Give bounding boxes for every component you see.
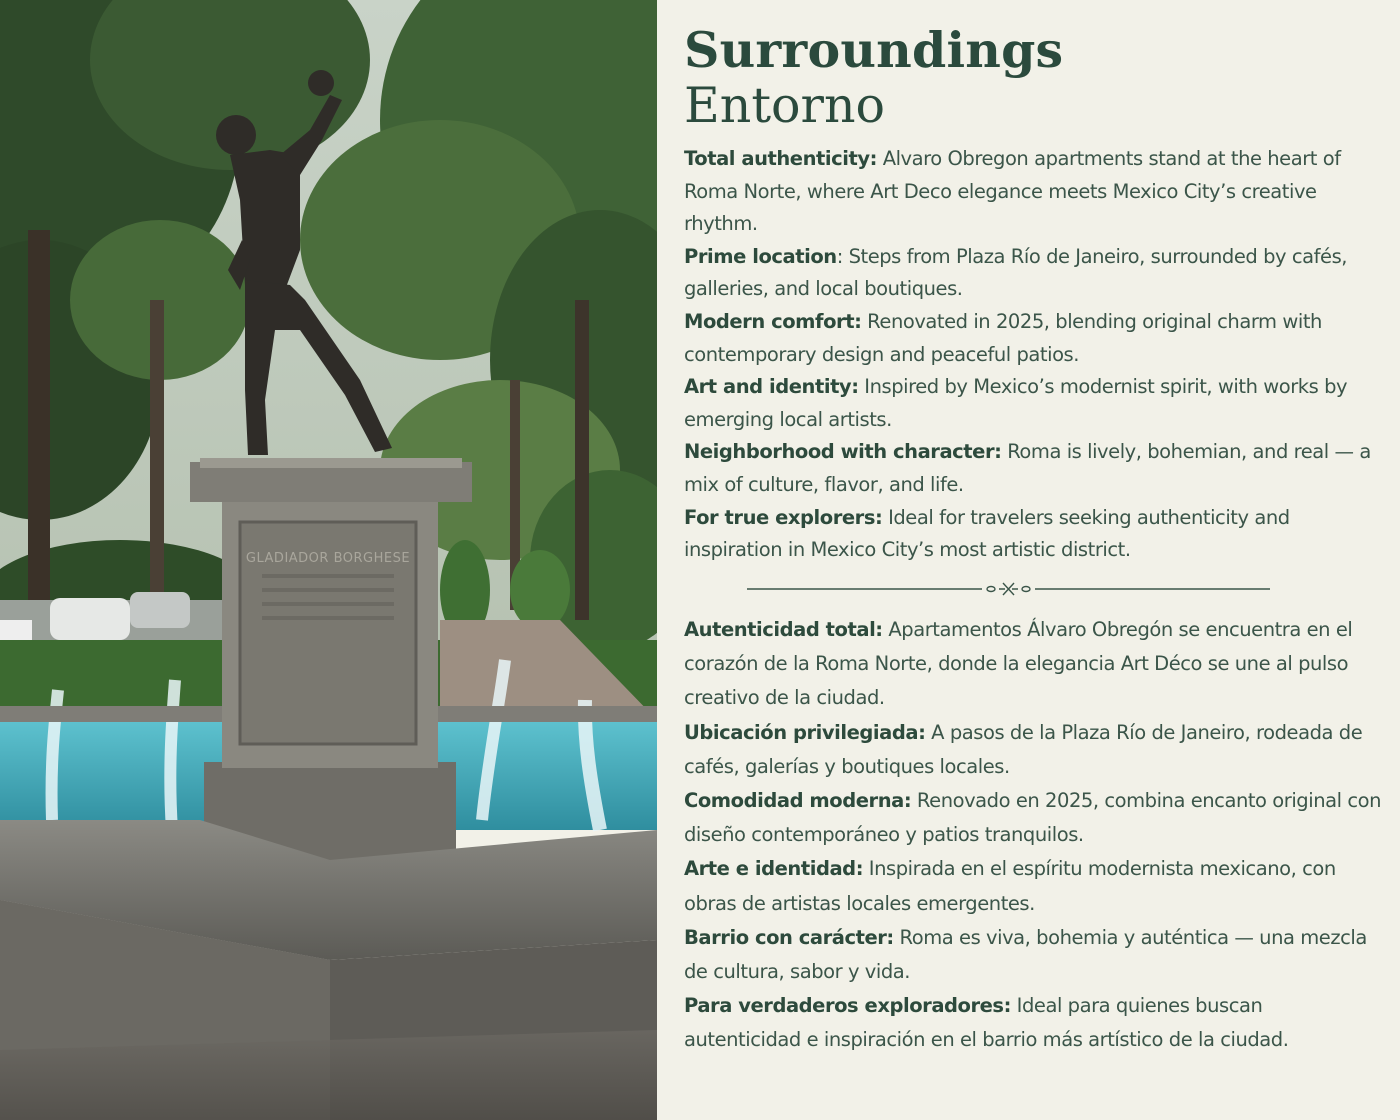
feature-item — [684, 852, 1384, 920]
feature-label: Prime location — [684, 244, 837, 268]
feature-item — [684, 436, 1384, 501]
feature-item — [684, 784, 1384, 852]
feature-item — [684, 716, 1384, 784]
feature-item — [684, 921, 1384, 989]
feature-item — [684, 989, 1384, 1057]
plaque-inscription: GLADIADOR BORGHESE — [245, 551, 411, 566]
feature-label: Neighborhood with character: — [684, 440, 1002, 464]
feature-item — [684, 143, 1384, 241]
feature-label: Para verdaderos exploradores: — [684, 994, 1011, 1018]
content-panel — [657, 0, 1400, 1120]
ornament-divider — [747, 579, 1270, 599]
feature-text: Apartamentos Álvaro Obregón se encuentra en el corazón de la Roma Norte, donde la elegancia Art Déco se une al pulso creativo de la ciudad. — [684, 618, 1353, 710]
fountain-statue-photo — [0, 0, 657, 1120]
feature-item — [684, 613, 1384, 716]
feature-label: Comodidad moderna: — [684, 789, 912, 813]
feature-label: Total authenticity: — [684, 147, 877, 170]
feature-text: Renovated in 2025, blending original charm with contemporary design and peaceful patios. — [684, 309, 1322, 366]
feature-item — [684, 306, 1384, 371]
title-spanish: Entorno — [684, 77, 886, 134]
feature-text: Alvaro Obregon apartments stand at the heart of Roma Norte, where Art Deco elegance meets Mexico City’s creative rhythm. — [684, 147, 1341, 236]
feature-text: Ideal for travelers seeking authenticity and inspiration in Mexico City’s most artistic district. — [684, 505, 1290, 562]
feature-label: Autenticidad total: — [684, 618, 883, 641]
feature-text: Roma es viva, bohemia y auténtica — una mezcla de cultura, sabor y vida. — [684, 925, 1367, 984]
feature-label: Ubicación privilegiada: — [684, 720, 926, 744]
feature-text: : Steps from Plaza Río de Janeiro, surrounded by cafés, galleries, and local boutiques. — [684, 244, 1348, 301]
feature-text: Roma is lively, bohemian, and real — a mix of culture, flavor, and life. — [684, 440, 1371, 496]
feature-item — [684, 371, 1384, 436]
feature-item — [684, 502, 1384, 567]
feature-item — [684, 241, 1384, 306]
spanish-features-list — [684, 613, 1384, 1058]
feature-text: Inspired by Mexico’s modernist spirit, with works by emerging local artists. — [684, 375, 1348, 431]
title-english: Surroundings — [684, 21, 1064, 79]
feature-label: Arte e identidad: — [684, 857, 864, 881]
feature-label: Modern comfort: — [684, 309, 862, 333]
feature-label: For true explorers: — [684, 505, 883, 529]
feature-label: Art and identity: — [684, 375, 859, 399]
feature-text: Inspirada en el espíritu modernista mexicano, con obras de artistas locales emergentes. — [684, 857, 1336, 915]
feature-text: Renovado en 2025, combina encanto original con diseño contemporáneo y patios tranquilos. — [684, 789, 1381, 847]
feature-text: A pasos de la Plaza Río de Janeiro, rodeada de cafés, galerías y boutiques locales. — [684, 720, 1363, 778]
feature-label: Barrio con carácter: — [684, 925, 894, 949]
english-features-list — [684, 143, 1384, 567]
feature-text: Ideal para quienes buscan autenticidad e inspiración en el barrio más artístico de la ciudad. — [684, 994, 1289, 1052]
